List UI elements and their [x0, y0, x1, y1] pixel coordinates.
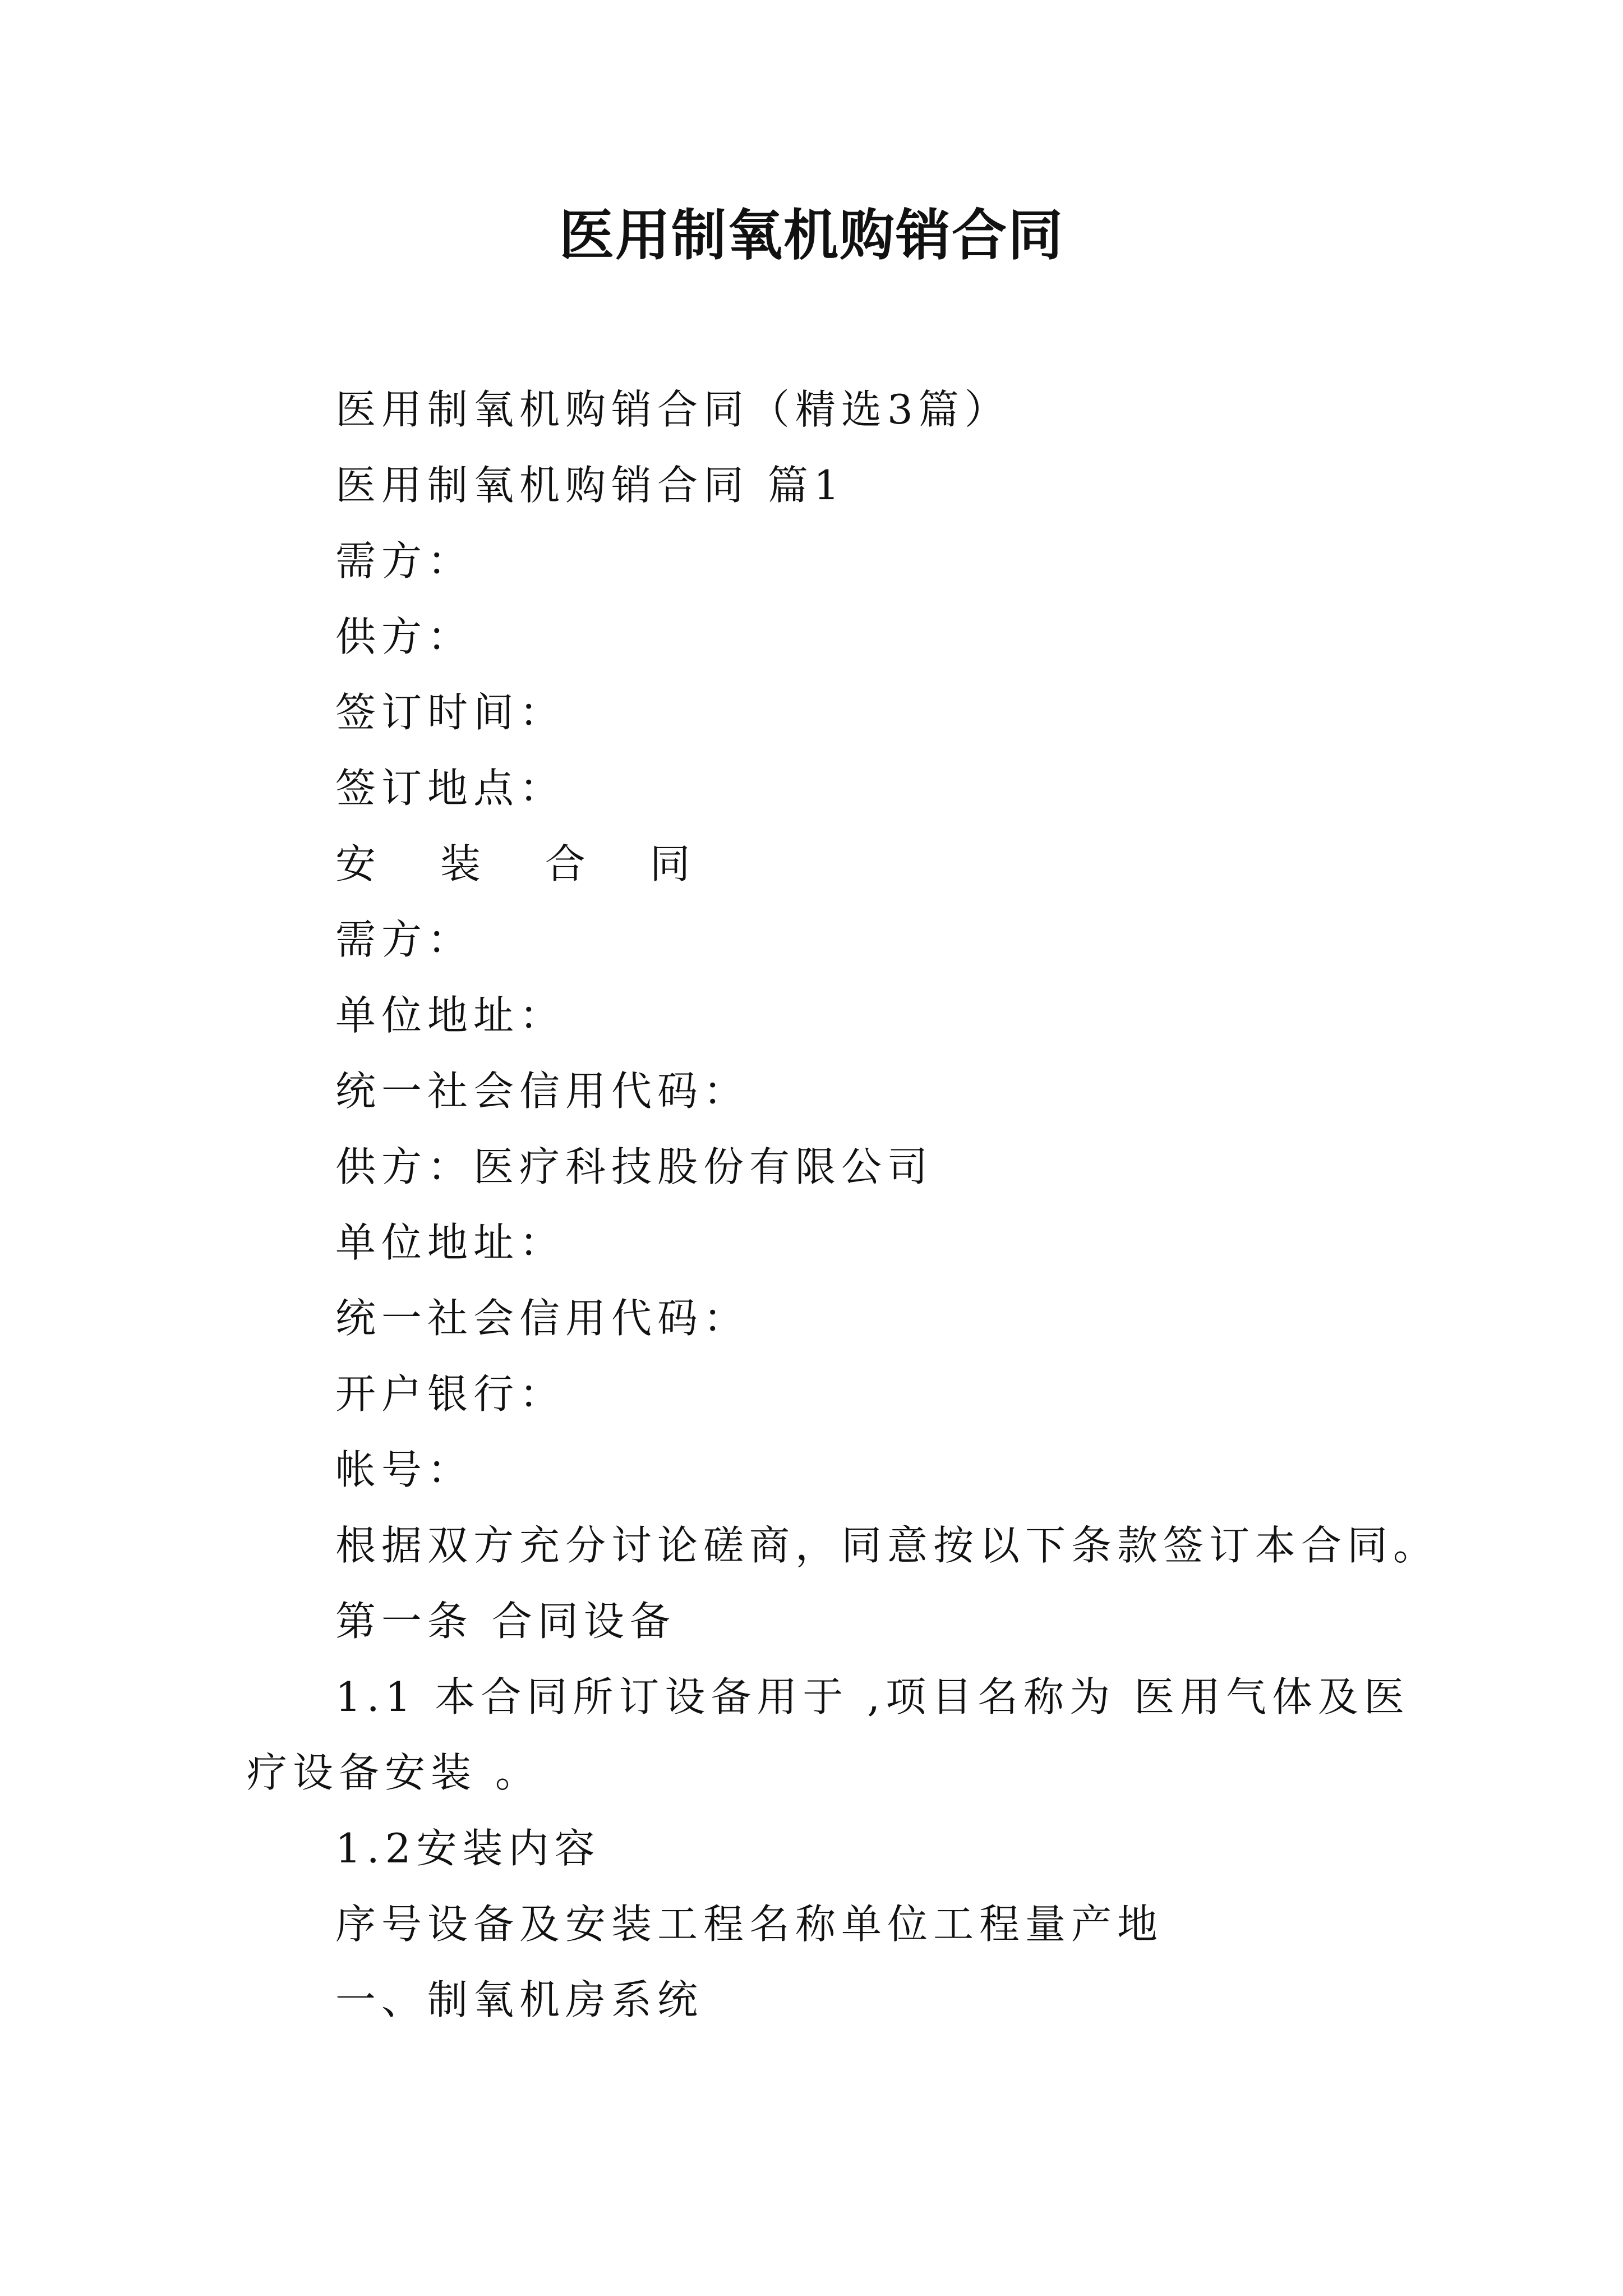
subtitle-line: 医用制氧机购销合同（精选3篇） — [335, 386, 1011, 433]
oxygen-room-system-heading: 一、制氧机房系统 — [335, 1976, 704, 2023]
account-label: 帐号： — [335, 1446, 474, 1493]
signing-place-label: 签订地点： — [335, 765, 566, 812]
clause-1-2-heading: 1.2安装内容 — [335, 1825, 601, 1872]
buyer-label-2: 需方： — [335, 916, 474, 963]
clause-1-1-line-2: 疗设备安装 。 — [247, 1749, 541, 1796]
clause-1-1-line-1: 1.1 本合同所订设备用于 ,项目名称为 医用气体及医 — [335, 1673, 1410, 1720]
article-one-heading: 第一条 合同设备 — [335, 1598, 676, 1645]
bank-label: 开户银行： — [335, 1370, 566, 1418]
buyer-credit-code-label: 统一社会信用代码： — [335, 1068, 750, 1115]
agreement-paragraph: 根据双方充分讨论磋商，同意按以下条款签订本合同。 — [335, 1522, 1440, 1569]
supplier-label: 供方： — [335, 613, 474, 660]
signing-time-label: 签订时间： — [335, 689, 566, 736]
supplier-credit-code-label: 统一社会信用代码： — [335, 1295, 750, 1342]
buyer-address-label: 单位地址： — [335, 992, 566, 1039]
section-heading: 医用制氧机购销合同 篇1 — [335, 462, 845, 509]
supplier-address-label: 单位地址： — [335, 1219, 566, 1266]
buyer-label: 需方： — [335, 537, 474, 585]
table-header-line: 序号设备及安装工程名称单位工程量产地 — [335, 1901, 1164, 1948]
supplier-name-line: 供方：医疗科技股份有限公司 — [335, 1143, 934, 1190]
document-title: 医用制氧机购销合同 — [559, 203, 1064, 268]
install-contract-heading: 安 装 合 同 — [335, 840, 716, 887]
